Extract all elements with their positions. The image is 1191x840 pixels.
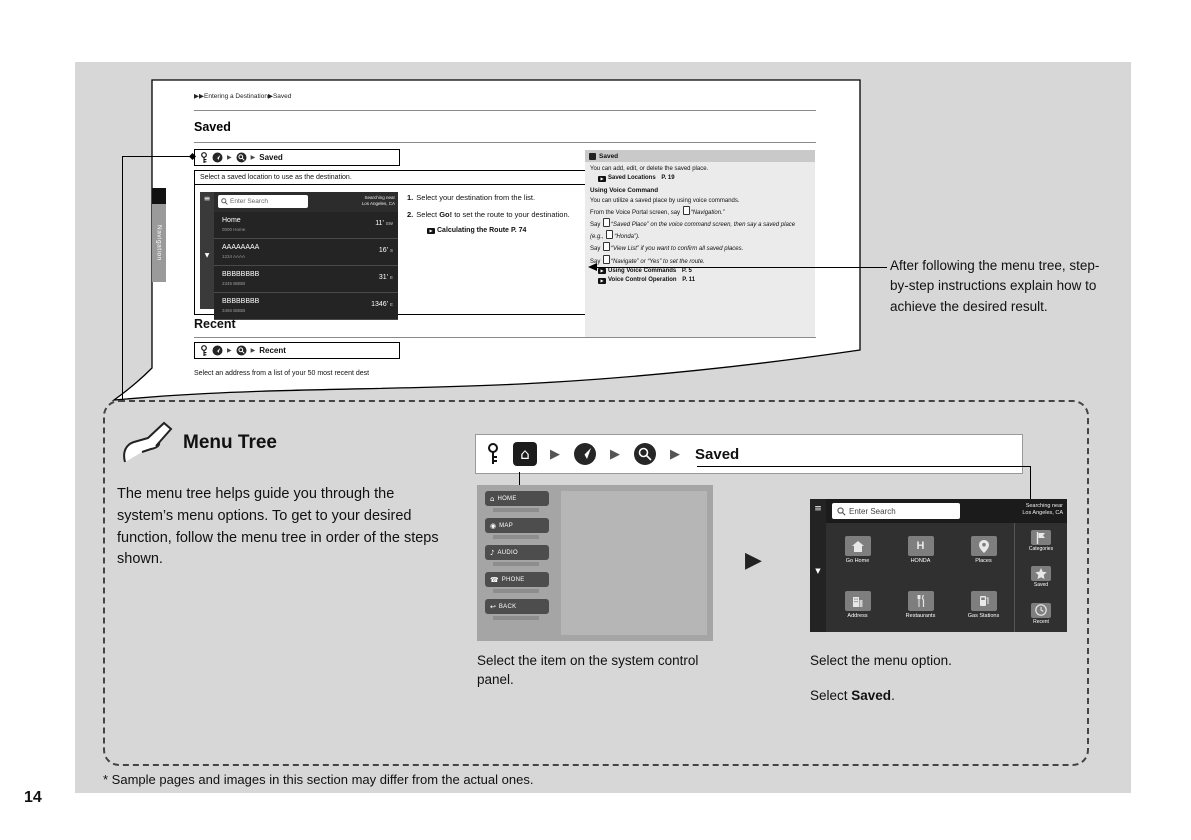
path-arrow-icon: ▶ [670,446,680,462]
caption-select-saved: Select Saved. [810,688,895,703]
button-label: MAP [499,522,514,529]
destination-icon [212,152,223,163]
mic-icon [603,218,610,227]
sidebar-text: You can utilize a saved place by using voice commands. [590,197,740,204]
search-circle-icon [236,152,247,163]
key-icon [200,152,208,164]
item-sub: 3456 BBBB [222,308,246,313]
search-icon [221,198,228,205]
reference-page: P. 74 [510,227,527,235]
cross-reference: ▶ Voice Control Operation P. 11 [598,276,810,284]
page-number: 14 [24,789,42,806]
path-arrow-icon: ▶ [227,154,232,161]
menu-item-label: Go Home [845,558,870,565]
item-distance: 11' SW [375,220,393,227]
step-text: Select Go! to set the route to your destination. [416,210,570,220]
instruction-intro: Select a saved location to use as the destination. [195,171,585,185]
nav-screen-sidebar [200,192,214,309]
connector-line [697,466,1031,467]
reference-title: Calculating the Route [437,227,509,235]
phone-icon: ☎ [490,575,499,584]
hamburger-icon[interactable]: ≡ [203,194,211,203]
menu-item-label: Restaurants [905,612,936,619]
menu-item-label: Saved [1033,582,1049,589]
button-label: AUDIO [497,549,518,556]
nav-menu-side-column [1014,523,1067,632]
section-title-saved: Saved [194,120,231,134]
panel-slot [493,535,539,539]
panel-display-area [561,491,707,635]
menu-item-label: Gas Stations [967,612,1000,619]
menu-item-gas-stations[interactable] [952,578,1015,633]
searching-near-label [362,195,395,207]
near-line1: Searching near [1025,503,1063,509]
menu-tree-hand-icon [117,418,175,466]
info-box-icon [589,153,596,160]
panel-slot [493,508,539,512]
mic-icon [606,230,613,239]
menu-item-recent[interactable] [1015,596,1067,632]
menu-item-address[interactable] [826,578,889,633]
menu-item-saved[interactable] [1015,559,1067,595]
mic-icon [603,242,610,251]
tab-marker [152,188,166,204]
annotation-text: After following the menu tree, step-by-step instructions explain how to achieve the desired result. [890,258,1100,314]
menu-item-label: Recent [1033,618,1049,625]
panel-button-phone[interactable] [485,572,549,587]
panel-button-column [485,491,549,626]
item-name: AAAAAAAA [222,244,260,251]
caption-control-panel: Select the item on the system control panel. [477,653,699,687]
step-1 [407,193,581,203]
nav-menu-topbar [826,499,1067,523]
scroll-down-icon[interactable]: ▼ [204,252,210,259]
annotation-line [597,267,887,268]
path-arrow-icon: ▶ [550,446,560,462]
scroll-down-icon[interactable]: ▼ [815,567,821,575]
menu-item-go-home[interactable] [826,523,889,578]
cross-reference: ▶ Saved Locations P. 19 [598,174,810,182]
categories-flag-icon [1031,530,1051,545]
see-reference-icon: ▶ [598,278,606,284]
button-label: HOME [497,495,517,502]
menu-tree-path-bar [475,434,1023,474]
honda-logo-icon: H [908,536,934,556]
item-sub: 1234 AAAA [222,254,246,259]
callout-line [122,156,192,157]
next-step-arrow-icon: ▶ [745,548,762,573]
panel-button-map[interactable] [485,518,549,533]
menu-item-label: Categories [1028,546,1054,553]
places-pin-icon [971,536,997,556]
sample-manual-page [152,80,860,390]
destination-icon [573,442,597,466]
voice-command-line: Say “View List” if you want to confirm all saved places. [590,242,810,253]
control-panel-screenshot [477,485,713,641]
search-placeholder: Enter Search [230,198,268,205]
tab-label-navigation: Navigation [152,204,166,282]
menu-path-label: Saved [259,153,283,162]
path-arrow-icon: ▶ [227,347,232,354]
cross-reference: ▶ Using Voice Commands P. 5 [598,267,810,275]
address-building-icon [845,591,871,611]
item-name: BBBBBBBB [222,271,260,278]
search-circle-icon [236,345,247,356]
item-distance: 1346' E [371,301,393,308]
voice-command-line: Say “Saved Place” on the voice command screen, then say a saved place (e.g., “Honda”). [590,218,810,241]
menu-item-label: Places [975,558,992,565]
sidebar-text: You can add, edit, or delete the saved place. [590,166,709,172]
annotation-arrowhead [588,263,597,271]
chapter-side-tab [152,188,166,282]
item-distance: 16' S [378,247,393,254]
search-field[interactable] [832,503,960,519]
cross-reference [427,227,581,234]
restaurants-fork-icon [908,591,934,611]
sidebar-body [585,162,815,289]
recent-clock-icon [1031,603,1051,618]
home-icon: ⌂ [490,494,495,503]
voice-command-line: Say “Navigate” or “Yes” to set the route. [590,255,810,266]
button-label: PHONE [501,576,525,583]
mic-icon [683,206,690,215]
item-distance: 31' E [378,274,393,281]
menu-tree-description: The menu tree helps guide you through the system’s menu options. To get to your desired function, follow the menu tree in order of the steps shown. [117,486,439,568]
nav-screen-thumbnail [200,192,398,313]
see-reference-icon: ▶ [598,268,606,274]
panel-slot [493,589,539,593]
near-line2: Los Angeles, CA [1022,510,1063,517]
audio-icon: ♪ [490,548,495,557]
see-reference-icon: ▶ [427,228,435,234]
step-number: 2. [407,210,414,220]
list-item[interactable] [214,212,398,239]
truncated-text: Select an address from a list of your 50 most recent dest [194,370,370,377]
menu-path-label: Saved [695,445,740,463]
sidebar-title: Saved [599,152,619,160]
callout-line [122,156,123,402]
destination-icon [212,345,223,356]
item-name: BBBBBBBB [222,298,260,305]
searching-near-label [1022,503,1063,517]
see-reference-icon: ▶ [598,176,606,182]
list-item[interactable] [214,239,398,266]
item-name: Home [222,217,241,224]
path-arrow-icon: ▶ [250,154,256,161]
panel-slot [493,616,539,620]
mic-icon [603,255,610,264]
menu-item-categories[interactable] [1015,523,1067,559]
key-icon [200,345,208,357]
step-number: 1. [407,193,414,202]
item-sub: 0000 Home [222,227,246,232]
menu-tree-callout-box [103,400,1089,766]
divider [194,337,816,338]
menu-item-label: Address [847,612,868,619]
menu-item-honda[interactable] [889,523,952,578]
panel-button-audio[interactable] [485,545,549,560]
hamburger-icon[interactable]: ≡ [814,504,822,514]
panel-button-home[interactable] [485,491,549,506]
divider [194,110,816,111]
sidebar-header [585,150,815,162]
panel-button-back[interactable] [485,599,549,614]
menu-item-restaurants[interactable] [889,578,952,633]
nav-menu-screenshot [810,499,1067,632]
menu-item-label: HONDA [910,558,931,565]
voice-command-line: From the Voice Portal screen, say “Navigation.” [590,206,810,217]
panel-slot [493,562,539,566]
menu-tree-title: Menu Tree [183,432,277,453]
search-icon [837,507,846,516]
saved-location-list [214,212,398,313]
map-icon: ◉ [490,521,497,530]
near-line2: Los Angeles, CA [361,200,395,206]
item-sub: 2345 BBBB [222,281,246,286]
nav-screen-topbar [214,192,398,212]
search-field[interactable] [218,195,308,208]
search-circle-icon [633,442,657,466]
gas-pump-icon [971,591,997,611]
back-icon: ↩ [490,602,496,611]
go-home-icon [845,536,871,556]
menu-item-places[interactable] [952,523,1015,578]
sidebar-subheading: Using Voice Command [590,186,659,194]
path-arrow-icon: ▶ [250,347,256,354]
step-2 [407,210,581,220]
home-button-icon: ⌂ [513,442,537,466]
button-label: BACK [498,603,517,610]
caption-menu-option: Select the menu option. [810,653,952,668]
saved-star-icon [1031,566,1051,581]
key-icon [486,443,500,465]
sidebar-info-box [585,150,815,337]
menu-path-bar-recent [194,342,400,359]
nav-menu-grid [826,523,1015,632]
list-item[interactable] [214,266,398,293]
near-line1: Searching near [364,195,395,200]
section-title-recent: Recent [194,317,236,331]
step-text: Select your destination from the list. [416,193,536,202]
nav-menu-sidebar [810,499,826,632]
menu-path-bar-saved [194,149,400,166]
divider [194,142,816,143]
instruction-box [194,170,586,315]
breadcrumb: ▶▶Entering a Destination▶Saved [194,93,292,100]
menu-path-label: Recent [259,346,286,355]
path-arrow-icon: ▶ [610,446,620,462]
search-placeholder: Enter Search [849,506,896,516]
numbered-steps [407,193,581,234]
list-item[interactable] [214,293,398,320]
footnote: * Sample pages and images in this section may differ from the actual ones. [103,772,534,787]
